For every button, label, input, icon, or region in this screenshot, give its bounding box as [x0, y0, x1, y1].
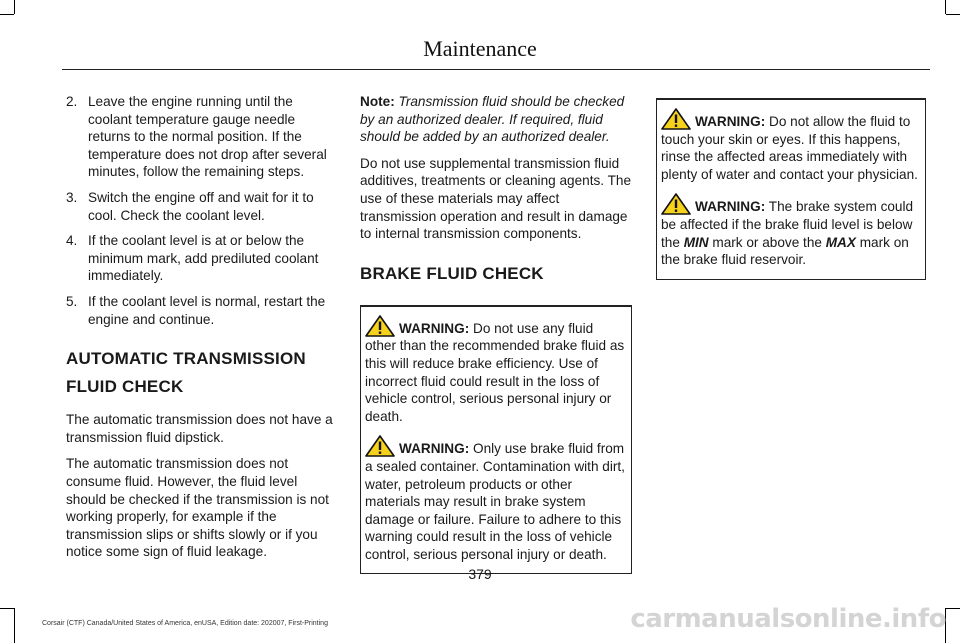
- warning-label: WARNING:: [399, 320, 470, 336]
- note-text: Transmission fluid should be checked by an authorized dealer. If required, fluid should be added by an authorized dealer.: [360, 94, 625, 145]
- edition-footer: Corsair (CTF) Canada/United States of America, enUSA, Edition date: 202007, First-Printing: [42, 620, 328, 627]
- step-number: 5.: [66, 293, 78, 309]
- right-column: [656, 93, 926, 280]
- paragraph: The automatic transmission does not have a transmission fluid dipstick.: [66, 412, 333, 445]
- heading-line: AUTOMATIC TRANSMISSION: [66, 349, 306, 369]
- warning-label: WARNING:: [399, 441, 470, 457]
- warning-triangle-icon: [661, 193, 691, 215]
- left-column: [66, 93, 338, 570]
- warning: [365, 315, 627, 426]
- note-label: Note:: [360, 94, 395, 109]
- warning-label: WARNING:: [695, 199, 766, 215]
- page-number: 379: [468, 566, 492, 582]
- warning-triangle-icon: [365, 315, 395, 337]
- min-mark-label: MIN: [683, 234, 709, 250]
- warning-label: WARNING:: [695, 114, 766, 129]
- list-item: [66, 293, 338, 328]
- warning-triangle-icon: [365, 435, 395, 457]
- heading-line: BRAKE FLUID CHECK: [360, 263, 544, 283]
- crop-mark: [946, 608, 960, 609]
- header-divider: [62, 69, 930, 70]
- page-title: Maintenance: [423, 36, 537, 61]
- warning-text: The brake system could be affected if the brake fluid level is below the: [661, 199, 914, 250]
- warning-text: Do not use any fluid other than the recommended brake fluid as this will reduce brake efficiency. Use of incorrect fluid could result in the loss of vehicle control, serious personal injury or death.: [365, 320, 625, 424]
- warning-text: mark on the brake fluid reservoir.: [661, 234, 909, 268]
- crop-mark: [14, 0, 15, 14]
- warning-box: [656, 98, 926, 280]
- section-heading-brake-fluid: [360, 263, 632, 285]
- warning: [365, 435, 627, 563]
- step-text: Leave the engine running until the coolant temperature gauge needle returns to the normal position. If the temperature does not drop after several minutes, follow the remaining steps.: [88, 94, 327, 180]
- warning-text: Do not allow the fluid to touch your skin or eyes. If this happens, rinse the affected areas immediately with plenty of water and contact your physician.: [661, 114, 918, 182]
- list-item: [66, 232, 338, 285]
- middle-column: [360, 93, 632, 574]
- step-text: If the coolant level is normal, restart the engine and continue.: [88, 293, 326, 327]
- warning: [661, 108, 921, 183]
- paragraph: The automatic transmission does not consume fluid. However, the fluid level should be checked if the transmission is not working properly, for example if the transmission slips or shifts slowly or if you notice some sign of fluid leakage.: [66, 456, 329, 560]
- step-number: 3.: [66, 189, 78, 205]
- crop-mark: [945, 0, 946, 14]
- crop-mark: [14, 608, 15, 643]
- crop-mark: [946, 14, 960, 15]
- watermark: carmanualsonline.info: [630, 604, 946, 634]
- warning-text: mark or above the: [712, 234, 822, 250]
- warning-box: [360, 305, 632, 575]
- note: [360, 93, 632, 146]
- list-item: [66, 93, 338, 181]
- warning: [661, 193, 921, 268]
- heading-line: FLUID CHECK: [66, 377, 184, 397]
- step-number: 2.: [66, 94, 78, 109]
- paragraph: Do not use supplemental transmission fluid additives, treatments or cleaning agents. The use of these materials may affect transmission operation and result in damage to internal transmission components.: [360, 155, 632, 242]
- step-text: Switch the engine off and wait for it to cool. Check the coolant level.: [88, 189, 314, 223]
- warning-text: Only use brake fluid from a sealed container. Contamination with dirt, water, petroleum products or other materials may result in brake system damage or failure. Failure to adhere to this warning could result in the loss of vehicle control, serious personal injury or death.: [365, 441, 625, 562]
- crop-mark: [0, 14, 14, 15]
- section-heading-transmission: [66, 348, 338, 398]
- coolant-steps-list: [66, 93, 338, 328]
- max-mark-label: MAX: [825, 234, 856, 250]
- step-number: 4.: [66, 233, 78, 249]
- list-item: [66, 189, 338, 224]
- step-text: If the coolant level is at or below the minimum mark, add prediluted coolant immediately.: [88, 233, 319, 284]
- warning-triangle-icon: [661, 108, 691, 130]
- crop-mark: [0, 608, 14, 609]
